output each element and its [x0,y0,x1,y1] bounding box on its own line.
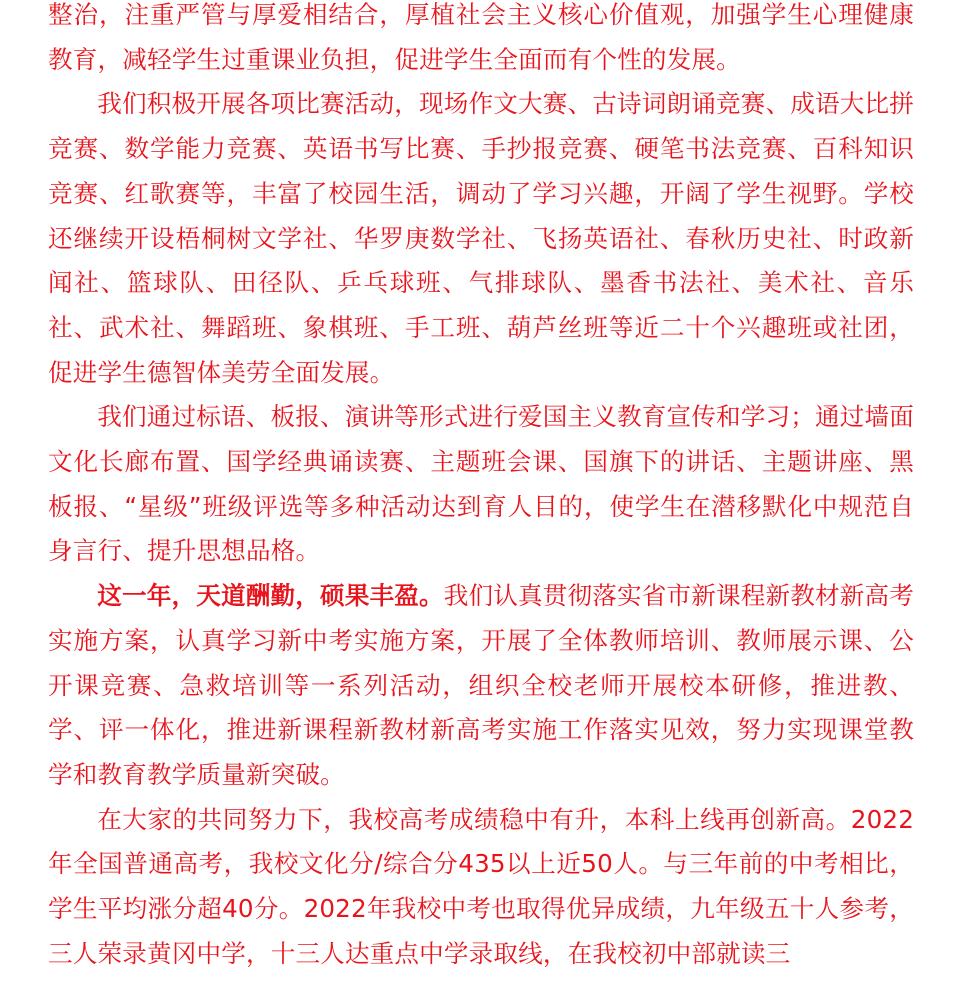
paragraph-1 [48,0,914,82]
paragraph-bold-lead: 这一年，天道酬勤，硕果丰盈。 [97,581,444,611]
paragraph-text: 我们通过标语、板报、演讲等形式进行爱国主义教育宣传和学习；通过墙面文化长廊布置、国学经典诵读赛、主题班会课、国旗下的讲话、主题讲座、黑板报、“星级”班级评选等多种活动达到育人目的，使学生在潜移默化中规范自身言行、提升思想品格。 [48,402,914,566]
paragraph-5 [48,798,914,977]
paragraph-4 [48,574,914,798]
paragraph-text: 整治，注重严管与厚爱相结合，厚植社会主义核心价值观，加强学生心理健康教育，减轻学生过重课业负担，促进学生全面而有个性的发展。 [48,0,914,74]
document-body [48,0,914,976]
paragraph-3 [48,395,914,574]
paragraph-text: 我们认真贯彻落实省市新课程新教材新高考实施方案，认真学习新中考实施方案，开展了全体教师培训、教师展示课、公开课竞赛、急救培训等一系列活动，组织全校老师开展校本研修，推进教、学、评一体化，推进新课程新教材新高考实施工作落实见效，努力实现课堂教学和教育教学质量新突破。 [48,581,914,789]
paragraph-text: 我们积极开展各项比赛活动，现场作文大赛、古诗词朗诵竞赛、成语大比拼竞赛、数学能力竞赛、英语书写比赛、手抄报竞赛、硬笔书法竞赛、百科知识竞赛、红歌赛等，丰富了校园生活，调动了学习兴趣，开阔了学生视野。学校还继续开设梧桐树文学社、华罗庚数学社、飞扬英语社、春秋历史社、时政新闻社、篮球队、田径队、乒乓球班、气排球队、墨香书法社、美术社、音乐社、武术社、舞蹈班、象棋班、手工班、葫芦丝班等近二十个兴趣班或社团，促进学生德智体美劳全面发展。 [48,89,914,387]
paragraph-2 [48,82,914,395]
paragraph-text: 在大家的共同努力下，我校高考成绩稳中有升，本科上线再创新高。2022年全国普通高考，我校文化分/综合分435以上近50人。与三年前的中考相比，学生平均涨分超40分。2022年我校中考也取得优异成绩，九年级五十人参考，三人荣录黄冈中学，十三人达重点中学录取线，在我校初中部就读三 [48,804,914,968]
